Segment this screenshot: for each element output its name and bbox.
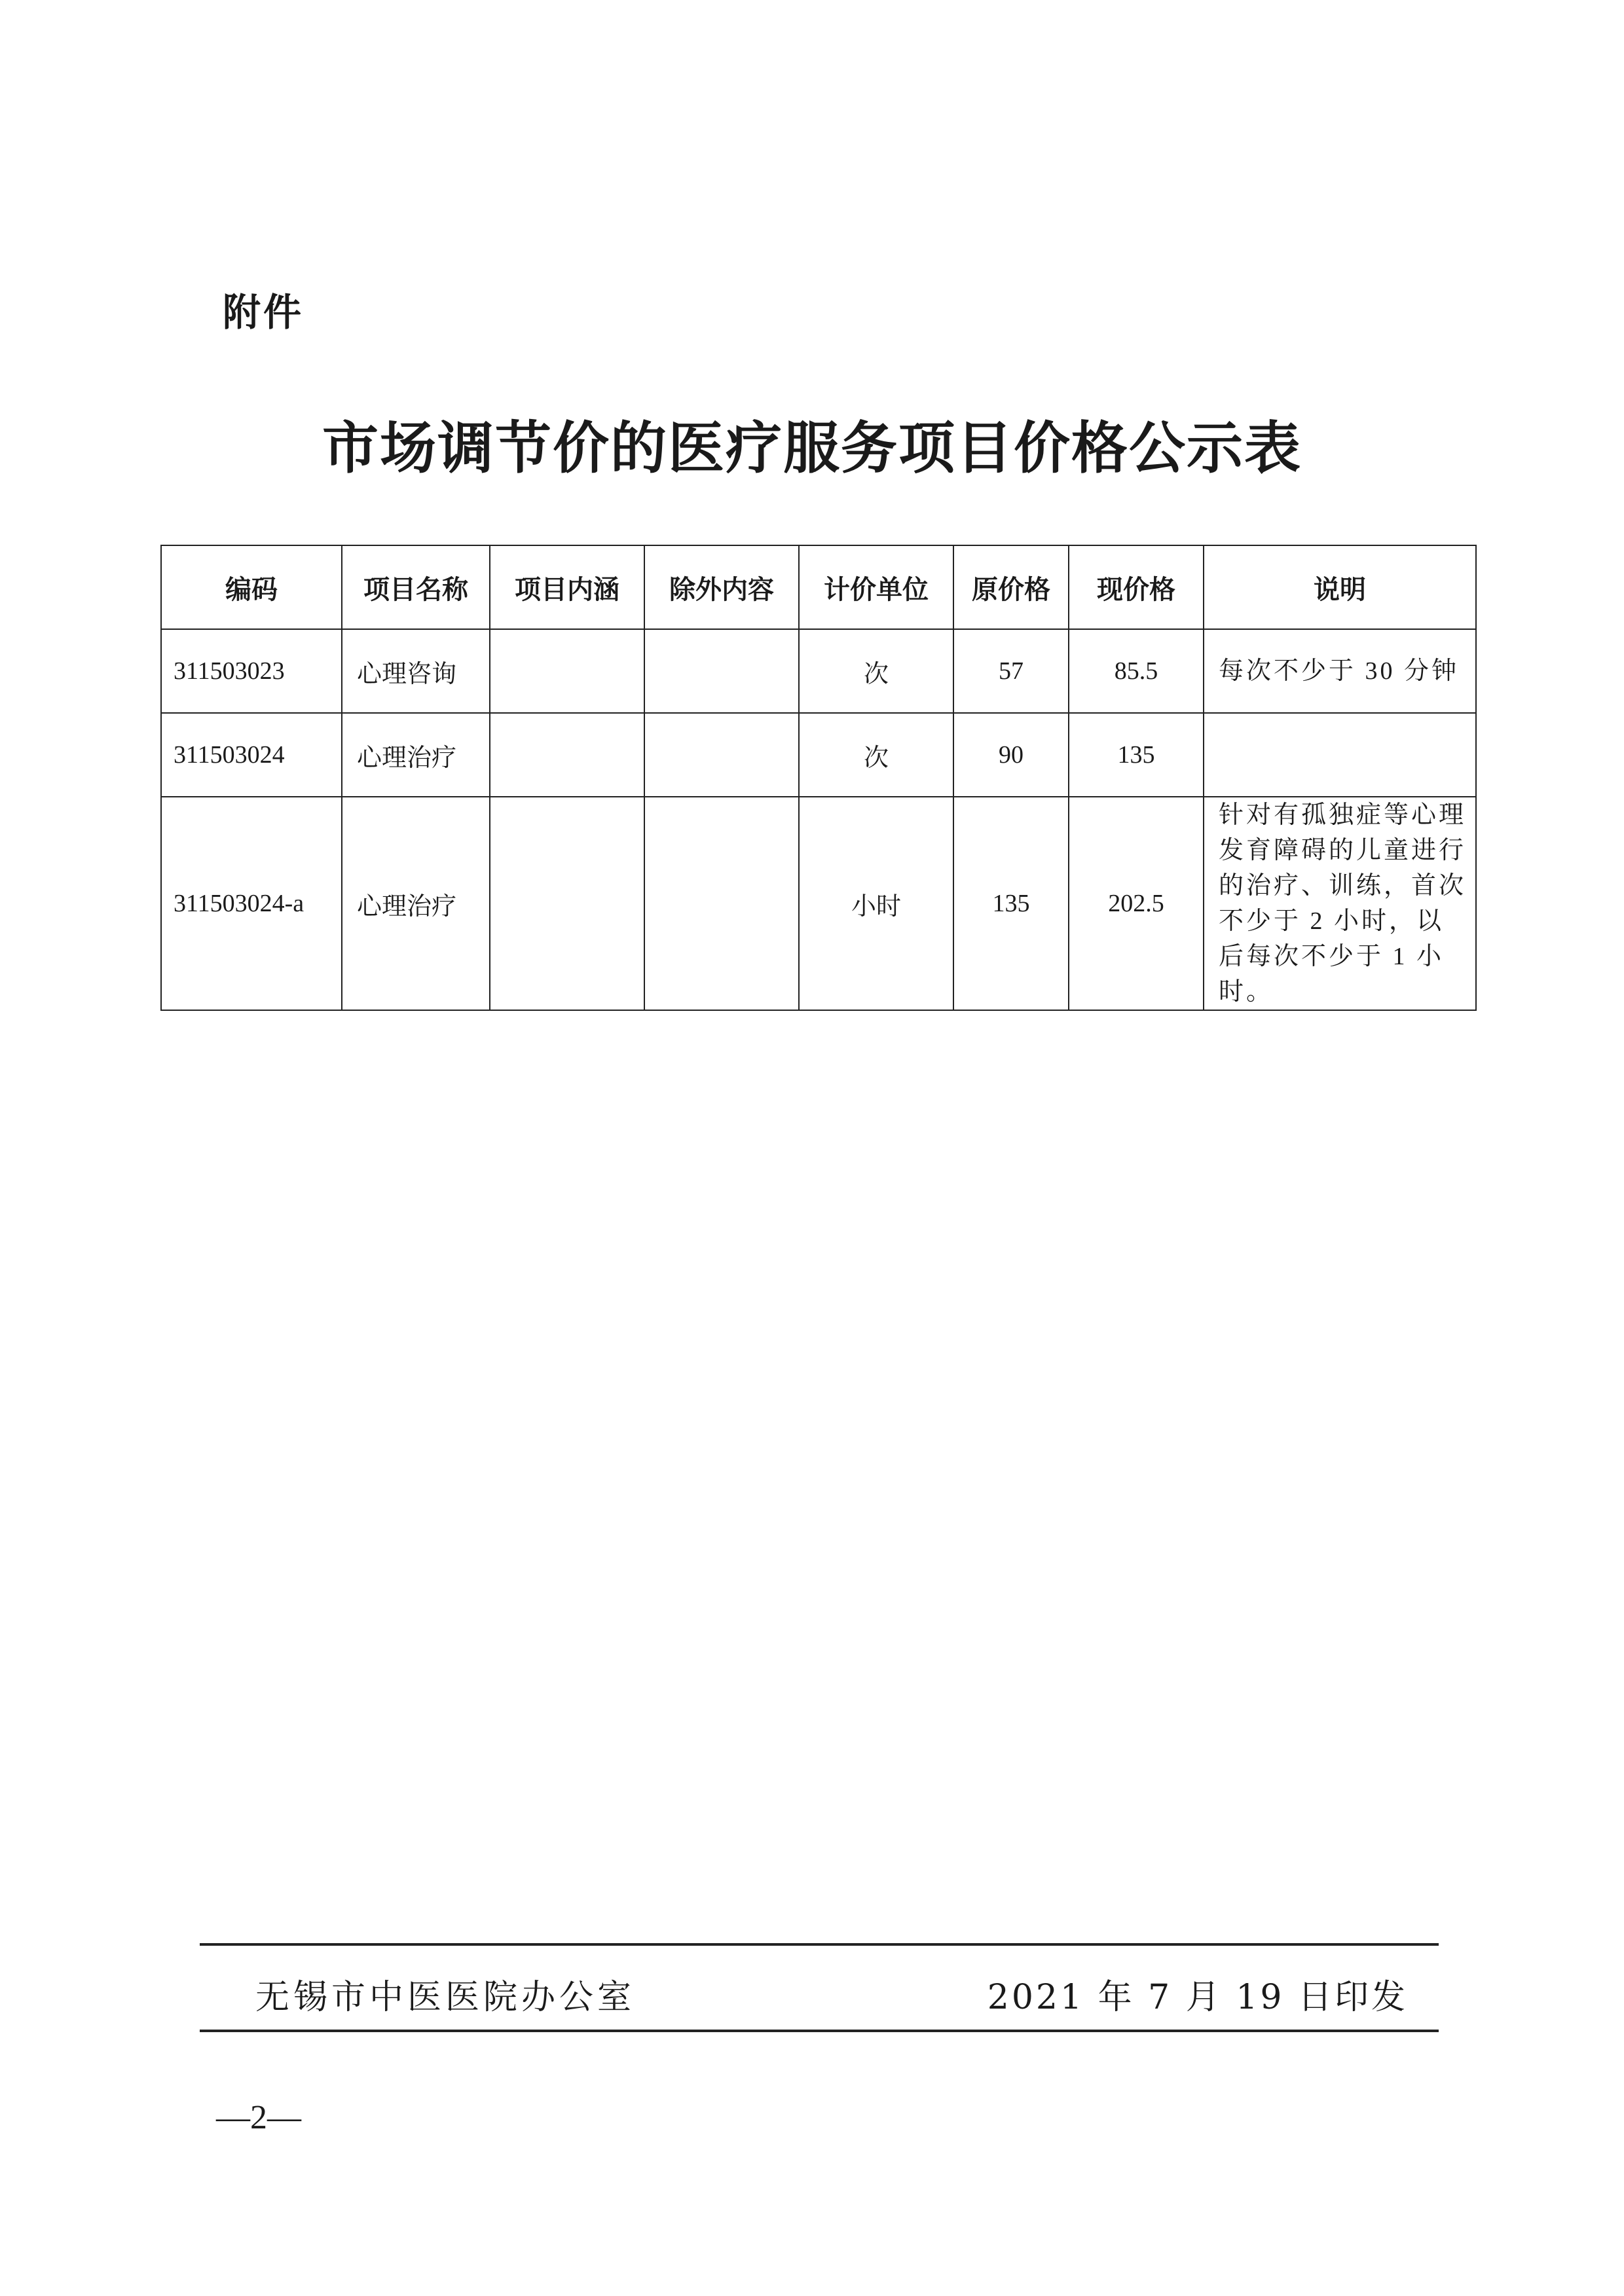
cell-exclusions [644, 713, 799, 797]
footer-top-rule [200, 1943, 1439, 1946]
header-note: 说明 [1204, 545, 1476, 629]
cell-code: 311503023 [161, 629, 342, 713]
cell-current-price: 135 [1069, 713, 1204, 797]
header-item-name: 项目名称 [342, 545, 490, 629]
cell-item-name: 心理治疗 [342, 797, 490, 1010]
cell-note: 针对有孤独症等心理发育障碍的儿童进行的治疗、训练，首次不少于 2 小时，以后每次不少于 1 小时。 [1204, 797, 1476, 1010]
table-row [161, 797, 1476, 1010]
table-header-row [161, 545, 1476, 629]
cell-current-price: 202.5 [1069, 797, 1204, 1010]
cell-item-name: 心理咨询 [342, 629, 490, 713]
price-table [160, 545, 1477, 1011]
issue-date: 2021 年 7 月 19 日印发 [987, 1978, 1408, 2017]
cell-connotation [490, 797, 644, 1010]
cell-exclusions [644, 797, 799, 1010]
header-code: 编码 [161, 545, 342, 629]
cell-unit: 次 [799, 629, 953, 713]
cell-code: 311503024-a [161, 797, 342, 1010]
document-title: 市场调节价的医疗服务项目价格公示表 [322, 415, 1302, 481]
cell-original-price: 90 [953, 713, 1069, 797]
header-current-price: 现价格 [1069, 545, 1204, 629]
cell-note [1204, 713, 1476, 797]
cell-connotation [490, 713, 644, 797]
footer-bottom-rule [200, 2030, 1439, 2032]
cell-code: 311503024 [161, 713, 342, 797]
cell-original-price: 57 [953, 629, 1069, 713]
cell-note: 每次不少于 30 分钟 [1204, 629, 1476, 713]
cell-current-price: 85.5 [1069, 629, 1204, 713]
cell-exclusions [644, 629, 799, 713]
table-row [161, 713, 1476, 797]
cell-unit: 次 [799, 713, 953, 797]
header-pricing-unit: 计价单位 [799, 545, 953, 629]
cell-item-name: 心理治疗 [342, 713, 490, 797]
cell-unit: 小时 [799, 797, 953, 1010]
cell-original-price: 135 [953, 797, 1069, 1010]
attachment-label: 附件 [223, 290, 304, 335]
header-original-price: 原价格 [953, 545, 1069, 629]
table-row [161, 629, 1476, 713]
cell-connotation [490, 629, 644, 713]
header-exclusions: 除外内容 [644, 545, 799, 629]
issuing-office: 无锡市中医医院办公室 [255, 1978, 636, 2017]
page-number: —2— [216, 2099, 301, 2136]
header-item-connotation: 项目内涵 [490, 545, 644, 629]
